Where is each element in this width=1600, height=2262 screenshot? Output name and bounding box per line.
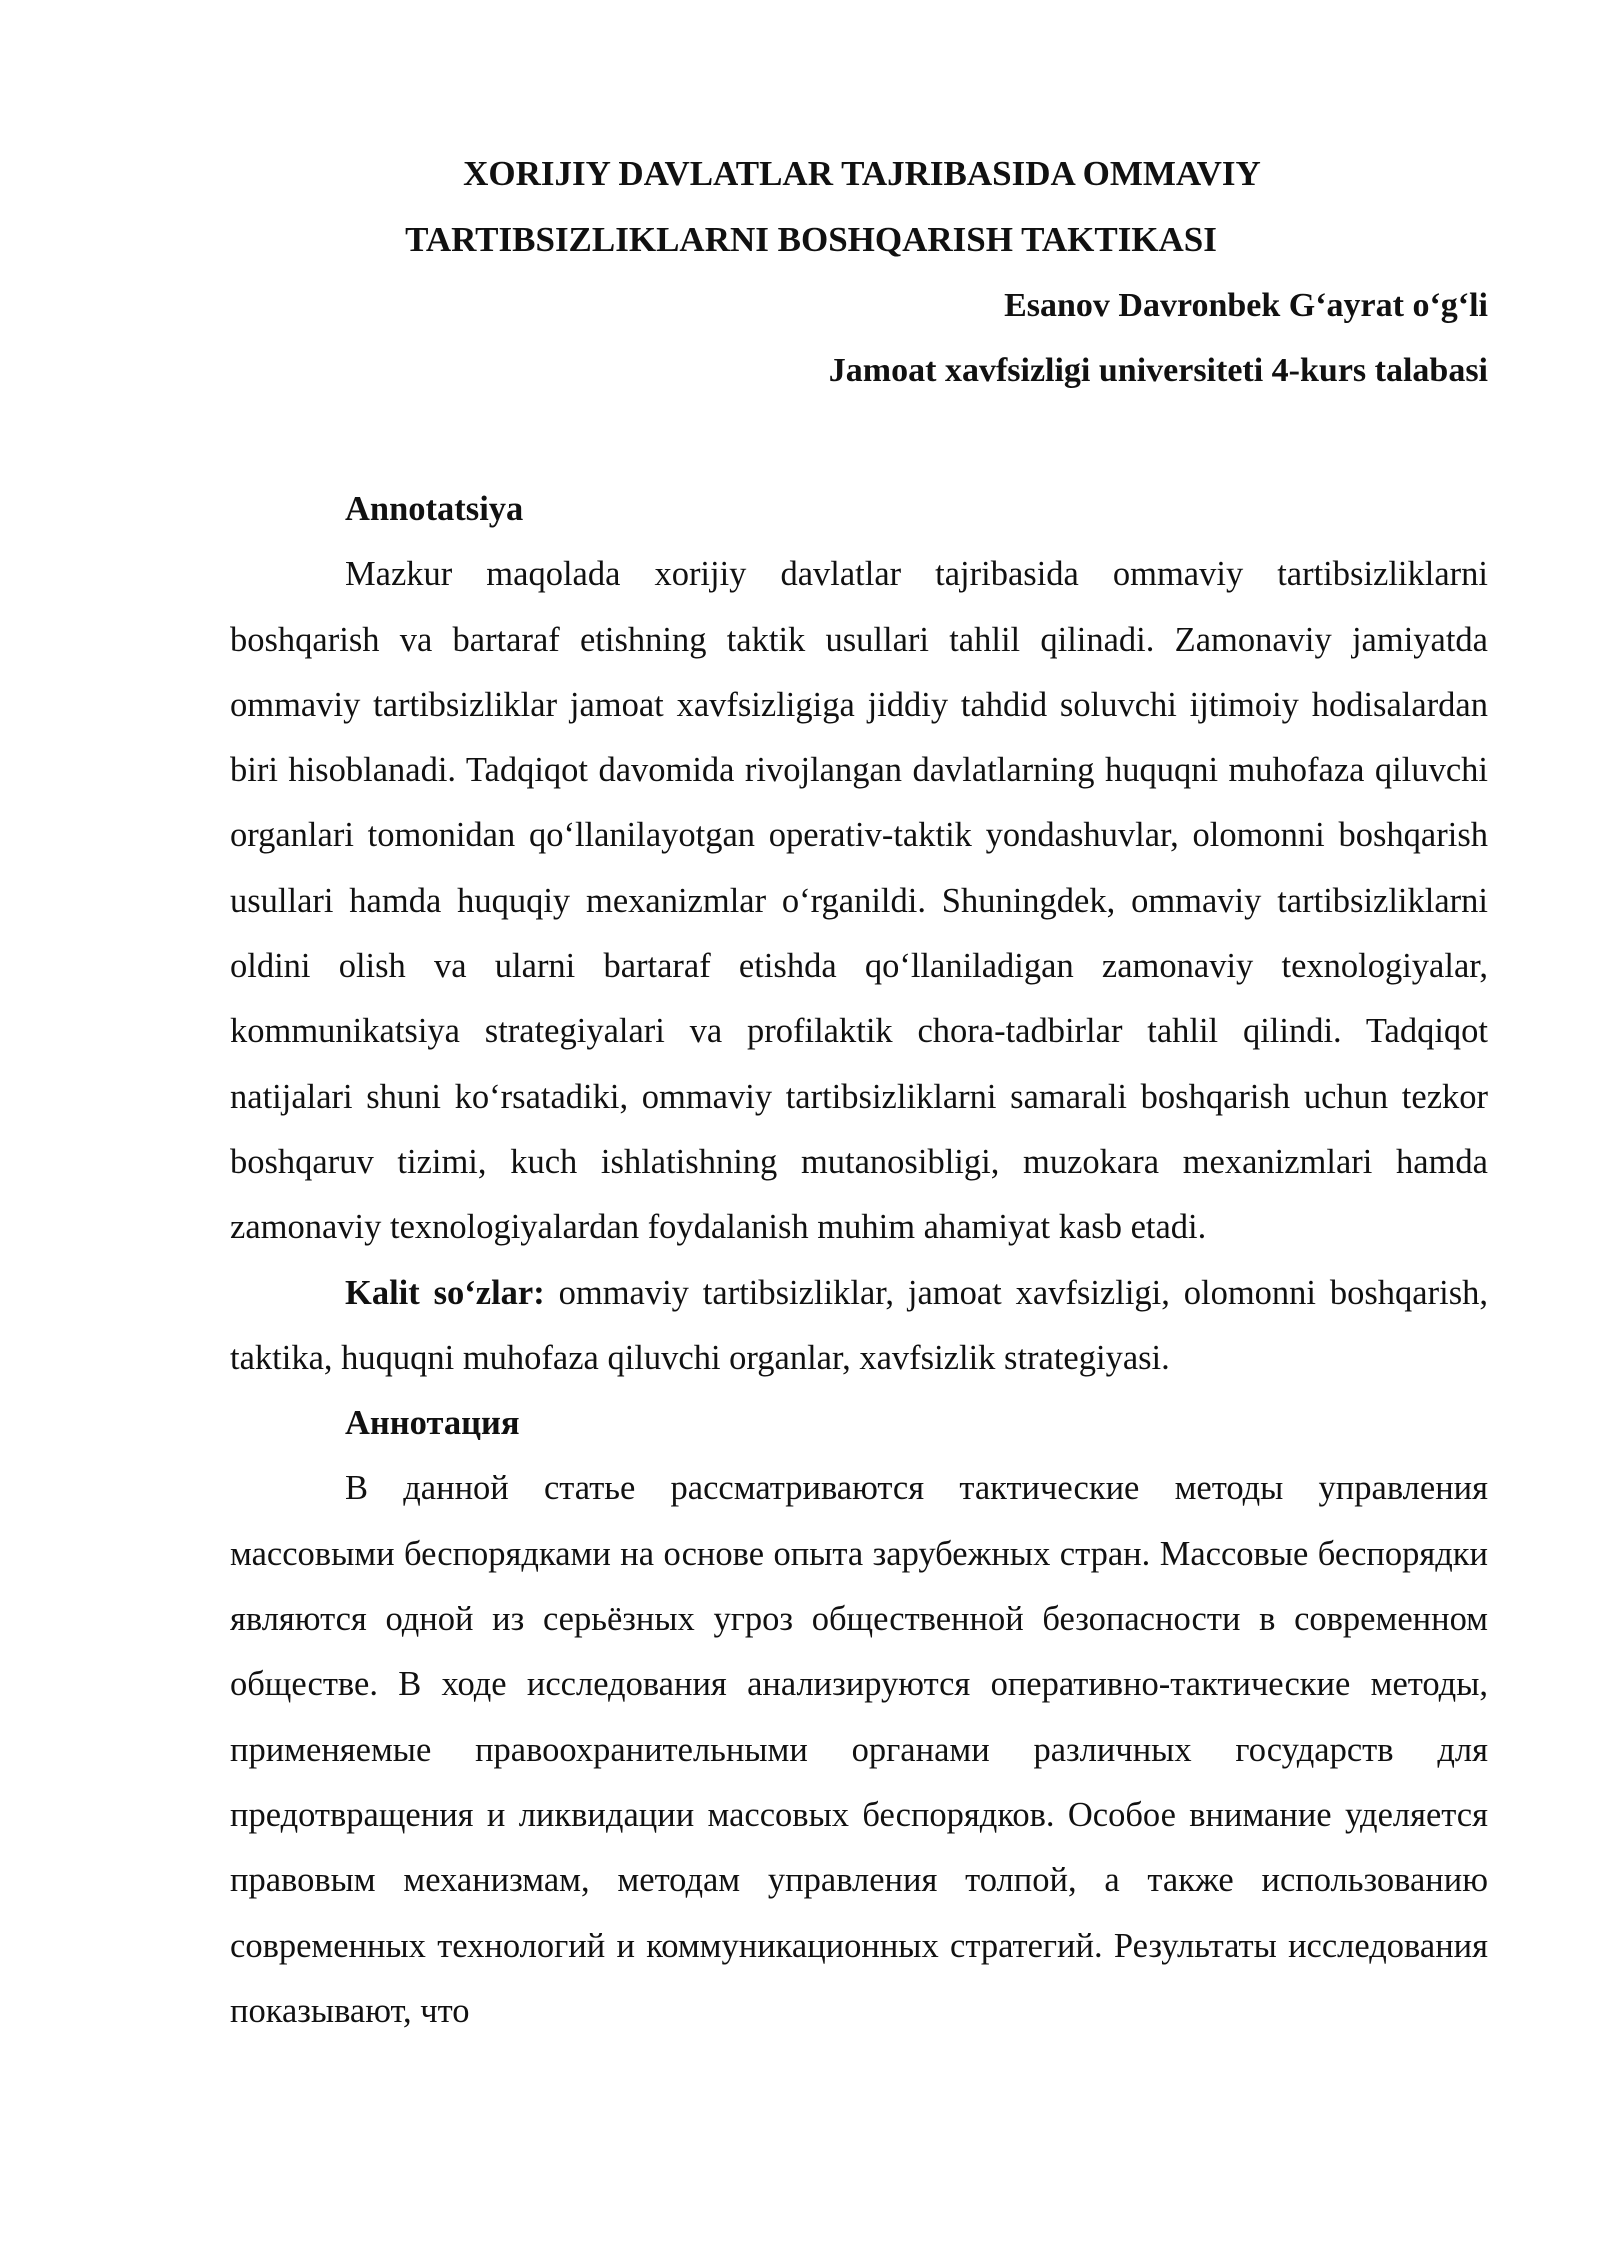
author-name: Esanov Davronbek G‘ayrat o‘g‘li [1004,287,1488,324]
abstract-uz-heading: Annotatsiya [345,490,524,528]
paper-title-line-2: TARTIBSIZLIKLARNI BOSHQARISH TAKTIKASI [405,220,1217,259]
paper-body [230,477,1488,2044]
abstract-uz-text: Mazkur maqolada xorijiy davlatlar tajribasida ommaviy tartibsizliklarni boshqarish va bartaraf etishning taktik usullari tahlil qilinadi. Zamonaviy jamiyatda ommaviy tartibsizliklar jamoat xavfsizligiga jiddiy tahdid soluvchi ijtimoiy hodisalardan biri hisoblanadi. Tadqiqot davomida rivojlangan davlatlarning huquqni muhofaza qiluvchi organlari tomonidan qo‘llanilayotgan operativ-taktik yondashuvlar, olomonni boshqarish usullari hamda huquqiy mexanizmlar o‘rganildi. Shuningdek, ommaviy tartibsizliklarni oldini olish va ularni bartaraf etishda qo‘llaniladigan zamonaviy texnologiyalar, kommunikatsiya strategiyalari va profilaktik chora-tadbirlar tahlil qilindi. Tadqiqot natijalari shuni ko‘rsatadiki, ommaviy tartibsizliklarni samarali boshqarish uchun tezkor boshqaruv tizimi, kuch ishlatishning mutanosibligi, muzokara mexanizmlari hamda zamonaviy texnologiyalardan foydalanish muhim ahamiyat kasb etadi. [230,555,1488,1247]
abstract-ru-text: В данной статье рассматриваются тактические методы управления массовыми беспорядками на основе опыта зарубежных стран. Массовые беспорядки являются одной из серьёзных угроз общественной безопасности в современном обществе. В ходе исследования анализируются оперативно-тактические методы, применяемые правоохранительными органами различных государств для предотвращения и ликвидации массовых беспорядков. Особое внимание уделяется правовым механизмам, методам управления толпой, а также использованию современных технологий и коммуникационных стратегий. Результаты исследования показывают, что [230,1469,1488,2030]
abstract-ru-heading: Аннотация [345,1404,520,1443]
author-affiliation: Jamoat xavfsizligi universiteti 4-kurs talabasi [828,352,1488,389]
keywords-text: ommaviy tartibsizliklar, jamoat xavfsizligi, olomonni boshqarish, taktika, huquqni muhofaza qiluvchi organlar, xavfsizlik strategiyasi. [230,1273,1488,1377]
paper-title-line-1: XORIJIY DAVLATLAR TAJRIBASIDA OMMAVIY [463,154,1261,193]
keywords-label: Kalit so‘zlar: [345,1273,545,1312]
keywords-paragraph [230,1261,1488,1392]
